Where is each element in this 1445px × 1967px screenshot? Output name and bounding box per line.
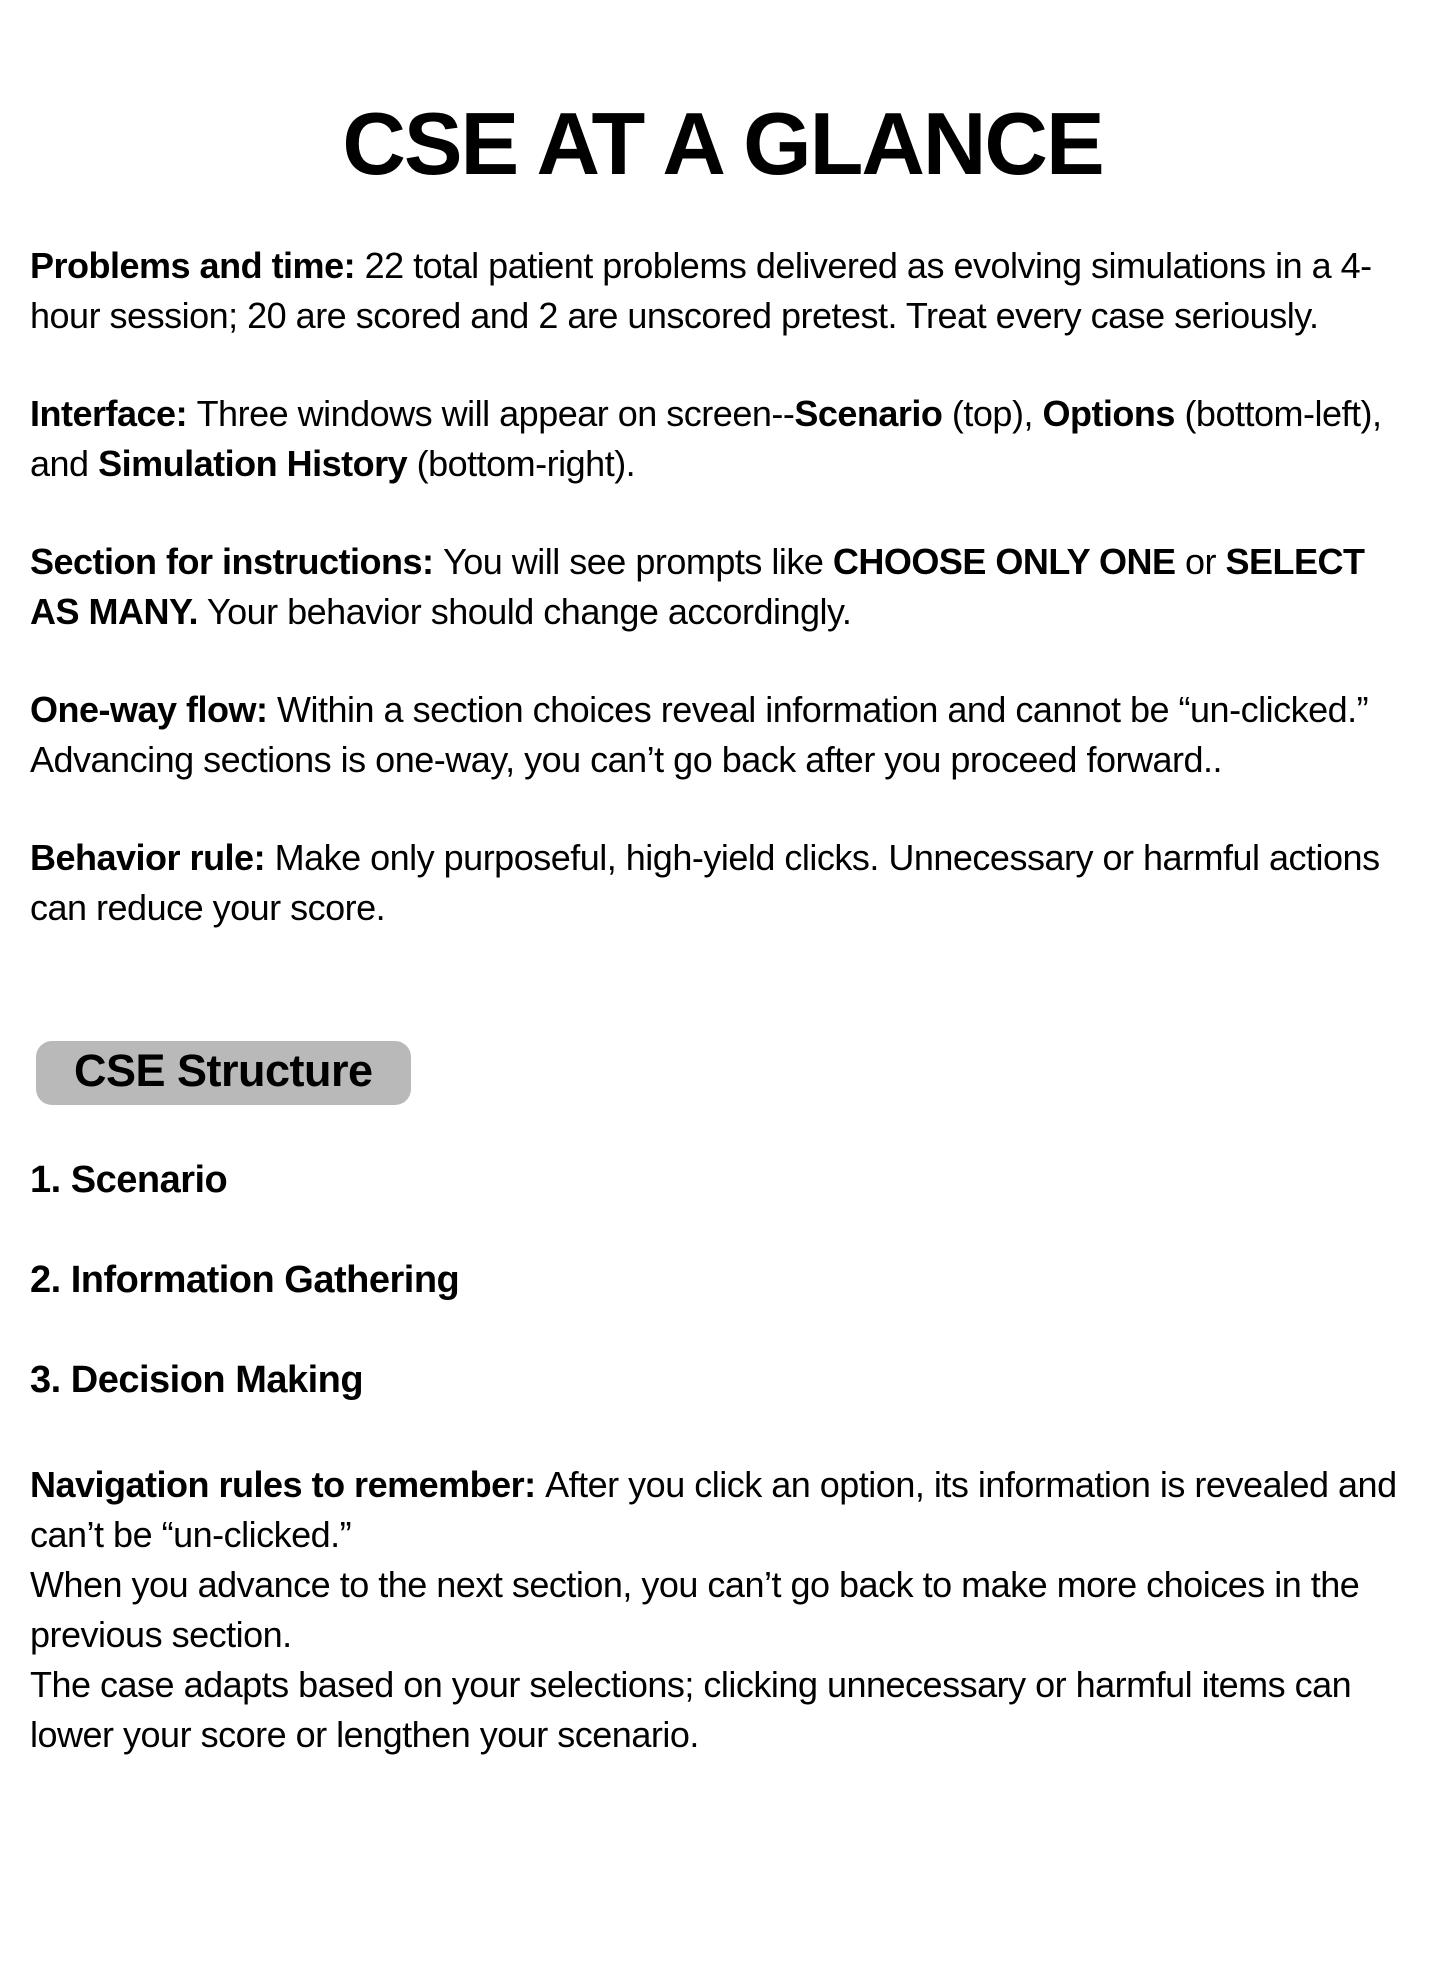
page-title: CSE AT A GLANCE — [342, 94, 1103, 193]
structure-item-scenario: 1. Scenario — [30, 1158, 228, 1201]
document-page — [0, 96, 1445, 1967]
structure-item-decision-making: 3. Decision Making — [30, 1358, 364, 1401]
paragraph-section-for-instructions: Section for instructions: You will see prompts like CHOOSE ONLY ONE or SELECT AS MANY. Your behavior should change accordingly. — [30, 540, 1365, 632]
structure-item-information-gathering: 2. Information Gathering — [30, 1258, 460, 1301]
paragraph-interface: Interface: Three windows will appear on screen--Scenario (top), Options (bottom-left), and Simulation History (bottom-right). — [30, 392, 1382, 484]
paragraph-one-way-flow: One-way flow: Within a section choices reveal information and cannot be “un-clicked.” Advancing sections is one-way, you can’t go back after you proceed forward.. — [30, 688, 1369, 780]
paragraph-behavior-rule: Behavior rule: Make only purposeful, high-yield clicks. Unnecessary or harmful actions can reduce your score. — [30, 836, 1380, 928]
cse-structure-badge: CSE Structure — [36, 1041, 411, 1105]
paragraph-problems-and-time: Problems and time: 22 total patient problems delivered as evolving simulations in a 4-hour session; 20 are scored and 2 are unscored pretest. Treat every case seriously. — [30, 244, 1372, 336]
paragraph-navigation-rules: Navigation rules to remember: After you click an option, its information is revealed and can’t be “un-clicked.” When you advance to the next section, you can’t go back to make more choices in the previous section. The case adapts based on your selections; clicking unnecessary or harmful items can lower your score or lengthen your scenario. — [30, 1463, 1397, 1755]
